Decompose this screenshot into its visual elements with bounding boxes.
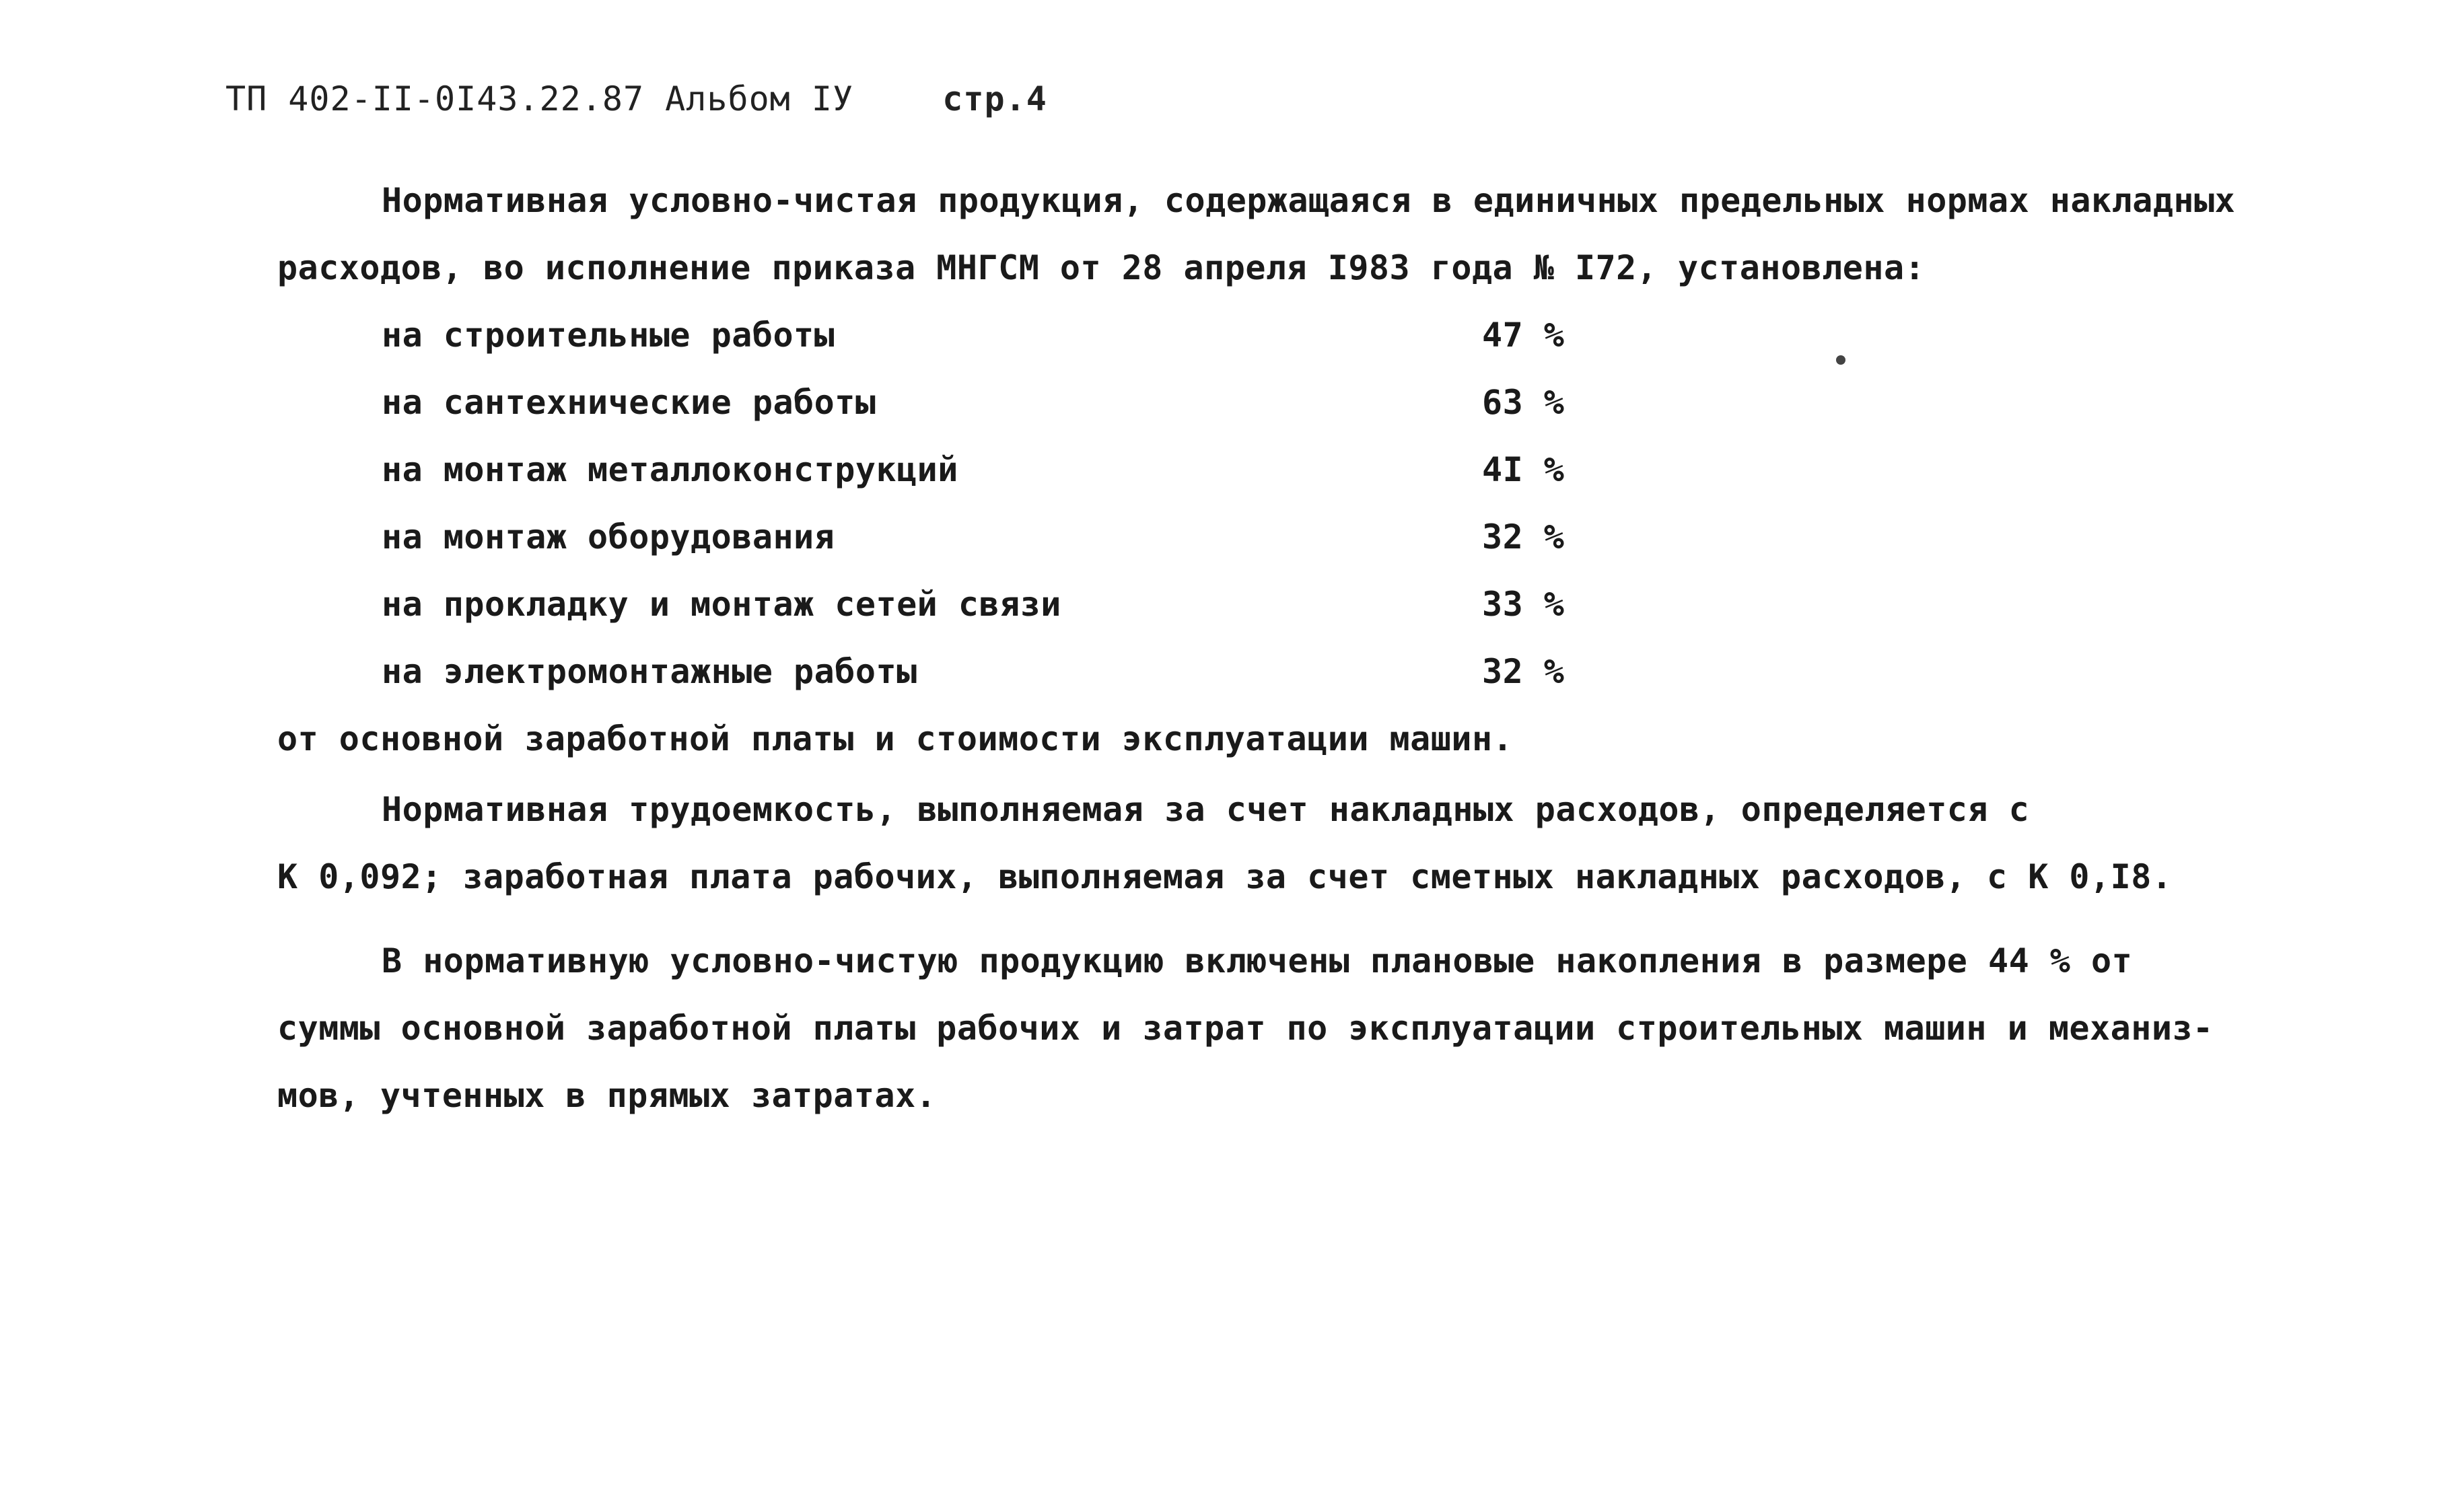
rate-row bbox=[277, 301, 2263, 369]
rate-row bbox=[277, 638, 2263, 705]
rate-label: на сантехнические работы bbox=[382, 383, 876, 422]
rate-value: 32 % bbox=[1482, 652, 1565, 691]
rates-footer bbox=[277, 705, 2263, 772]
paragraph-line: суммы основной заработной платы рабочих и затрат по эксплуатации строительных машин и механиз- bbox=[277, 1009, 2214, 1048]
rate-row bbox=[277, 571, 2263, 638]
rate-row bbox=[277, 369, 2263, 436]
rate-row bbox=[277, 503, 2263, 571]
rate-value: 47 % bbox=[1482, 316, 1565, 355]
scan-speckle bbox=[1836, 355, 1845, 365]
page-header bbox=[225, 79, 1047, 118]
paragraph-net-product bbox=[277, 167, 2263, 301]
rate-value: 4I % bbox=[1482, 450, 1565, 489]
document-body bbox=[277, 167, 2263, 1129]
rate-label: на монтаж металлоконструкций bbox=[382, 450, 958, 489]
rates-list bbox=[277, 301, 2263, 705]
rate-value: 63 % bbox=[1482, 383, 1565, 422]
rate-value: 33 % bbox=[1482, 585, 1565, 624]
rate-value: 32 % bbox=[1482, 517, 1565, 556]
rate-label: на строительные работы bbox=[382, 316, 835, 355]
paragraph-planned-savings bbox=[277, 927, 2263, 1129]
paragraph-line: от основной заработной платы и стоимости эксплуатации машин. bbox=[277, 719, 1514, 758]
rate-label: на прокладку и монтаж сетей связи bbox=[382, 585, 1061, 624]
paragraph-line: расходов, во исполнение приказа МНГСМ от 28 апреля I983 года № I72, установлена: bbox=[277, 248, 1926, 287]
paragraph-line: мов, учтенных в прямых затратах. bbox=[277, 1076, 937, 1115]
rate-row bbox=[277, 436, 2263, 503]
page-number: стр.4 bbox=[942, 79, 1047, 118]
paragraph-line: В нормативную условно-чистую продукцию включены плановые накопления в размере 44 % от bbox=[382, 941, 2133, 980]
rate-label: на монтаж оборудования bbox=[382, 517, 835, 556]
paragraph-line: К 0,092; заработная плата рабочих, выполняемая за счет сметных накладных расходов, с К 0,I8. bbox=[277, 857, 2173, 896]
document-reference: ТП 402-II-0I43.22.87 Альбом IУ bbox=[225, 79, 854, 118]
rate-label: на электромонтажные работы bbox=[382, 652, 917, 691]
paragraph-line: Нормативная условно-чистая продукция, содержащаяся в единичных предельных нормах накладных bbox=[382, 181, 2236, 220]
paragraph-labor-intensity bbox=[277, 776, 2263, 910]
paragraph-line: Нормативная трудоемкость, выполняемая за счет накладных расходов, определяется с bbox=[382, 790, 2030, 829]
